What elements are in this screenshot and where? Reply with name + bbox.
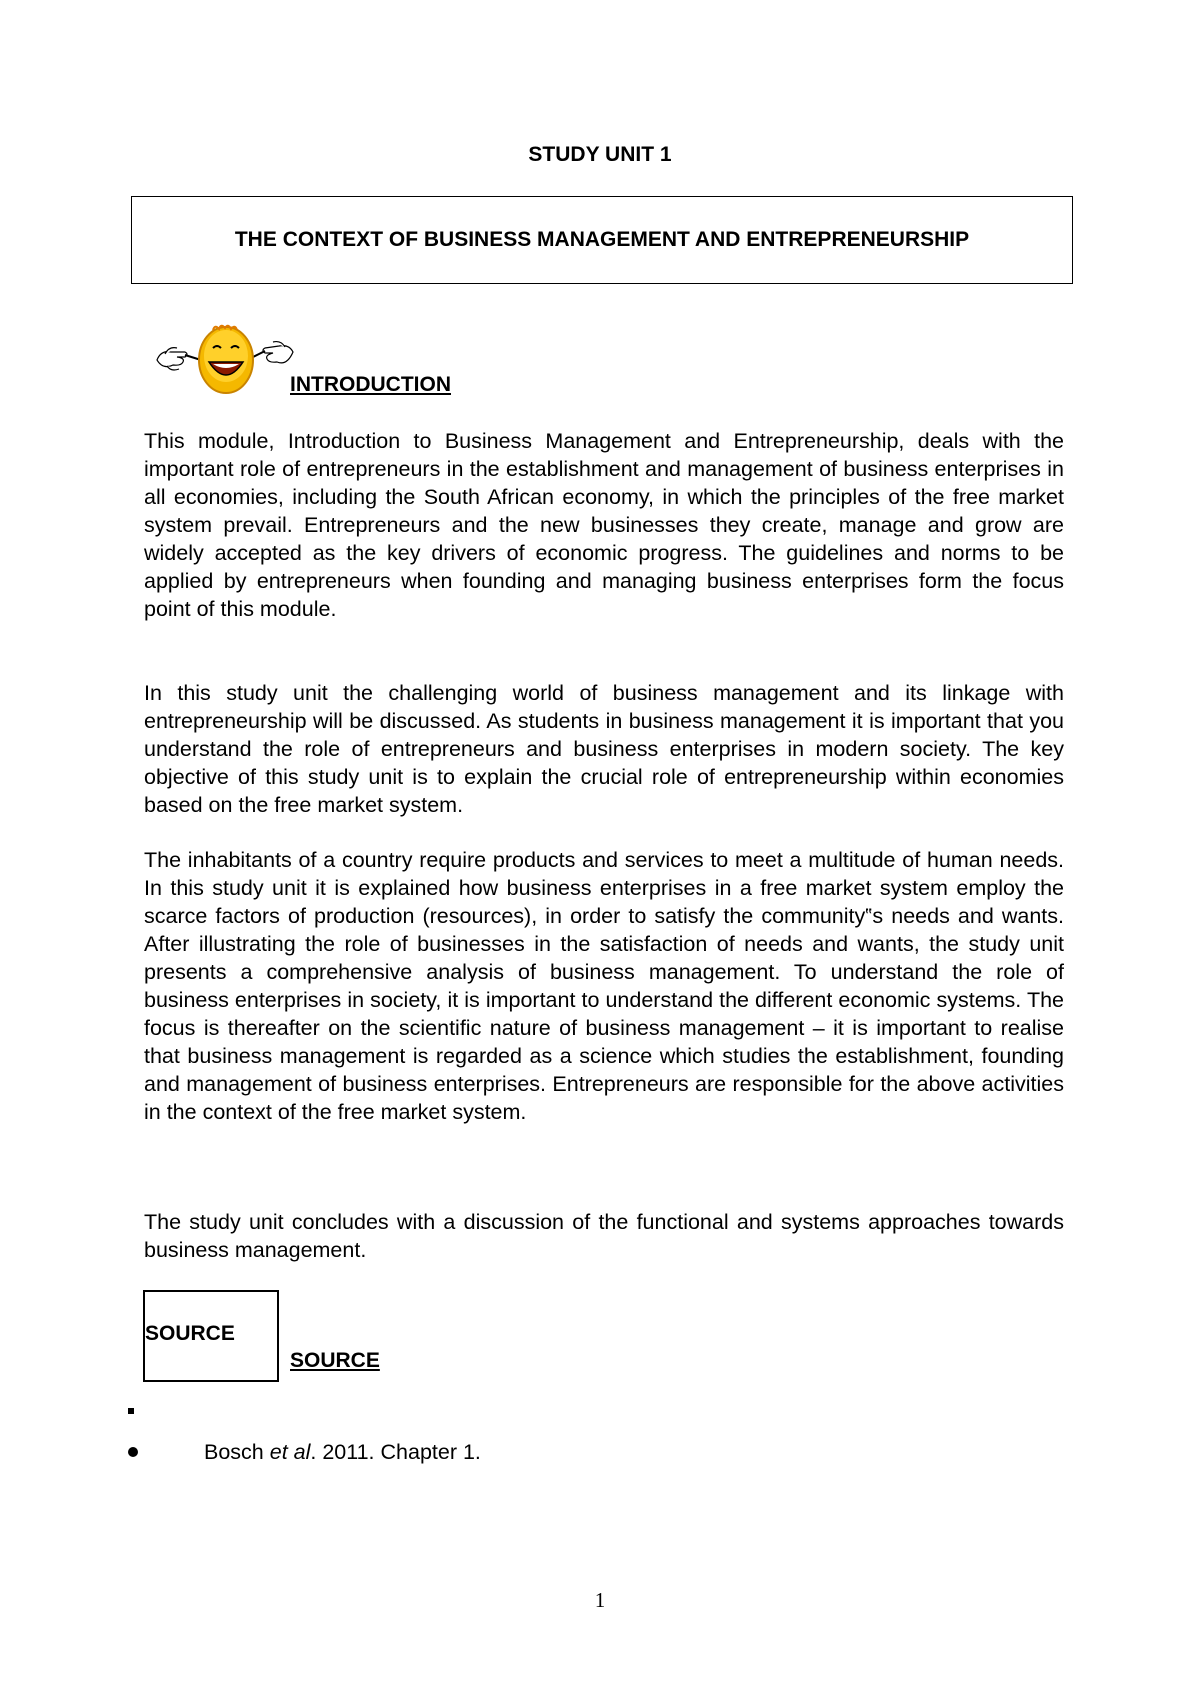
source-heading: SOURCE bbox=[290, 1349, 380, 1372]
title-box bbox=[131, 196, 1073, 284]
reference-details: . 2011. Chapter 1. bbox=[310, 1440, 481, 1464]
bullet-dot-icon bbox=[128, 1447, 138, 1457]
source-box bbox=[143, 1290, 279, 1382]
study-unit-heading: STUDY UNIT 1 bbox=[528, 143, 672, 166]
page-number: 1 bbox=[594, 1588, 606, 1612]
source-box-label: SOURCE bbox=[145, 1322, 235, 1345]
square-bullet-icon bbox=[128, 1408, 134, 1414]
reference-author: Bosch bbox=[204, 1440, 270, 1464]
document-title: THE CONTEXT OF BUSINESS MANAGEMENT AND ENTREPRENEURSHIP bbox=[234, 228, 970, 251]
intro-paragraph-3: The inhabitants of a country require products and services to meet a multitude of human needs. In this study unit it is explained how business enterprises in a free market system employ the scarce factors of production (resources), in order to satisfy the community‟s needs and wants. After illustrating the role of businesses in the satisfaction of needs and wants, the study unit presents a comprehensive analysis of business management. To understand the role of business enterprises in society, it is important to understand the different economic systems. The focus is thereafter on the scientific nature of business management – it is important to realise that business management is regarded as a science which studies the establishment, founding and management of business enterprises. Entrepreneurs are responsible for the above activities in the context of the free market system. bbox=[144, 848, 1064, 1124]
intro-paragraph-4: The study unit concludes with a discussion of the functional and systems approaches towards business management. bbox=[144, 1210, 1064, 1262]
reference-etal: et al bbox=[269, 1440, 311, 1464]
intro-paragraph-2: In this study unit the challenging world of business management and its linkage with entrepreneurship will be discussed. As students in business management it is important that you understand the role of entrepreneurs and business enterprises in modern society. The key objective of this study unit is to explain the crucial role of entrepreneurship within economies based on the free market system. bbox=[144, 681, 1064, 817]
intro-paragraph-1: This module, Introduction to Business Management and Entrepreneurship, deals with the important role of entrepreneurs in the establishment and management of business enterprises in all economies, including the South African economy, in which the principles of the free market system prevail. Entrepreneurs and the new businesses they create, manage and grow are widely accepted as the key drivers of economic progress. The guidelines and norms to be applied by entrepreneurs when founding and managing business enterprises form the focus point of this module. bbox=[144, 429, 1064, 621]
reference-item bbox=[204, 1439, 481, 1465]
introduction-heading: INTRODUCTION bbox=[290, 373, 451, 396]
smiley-mascot-icon bbox=[155, 322, 295, 398]
